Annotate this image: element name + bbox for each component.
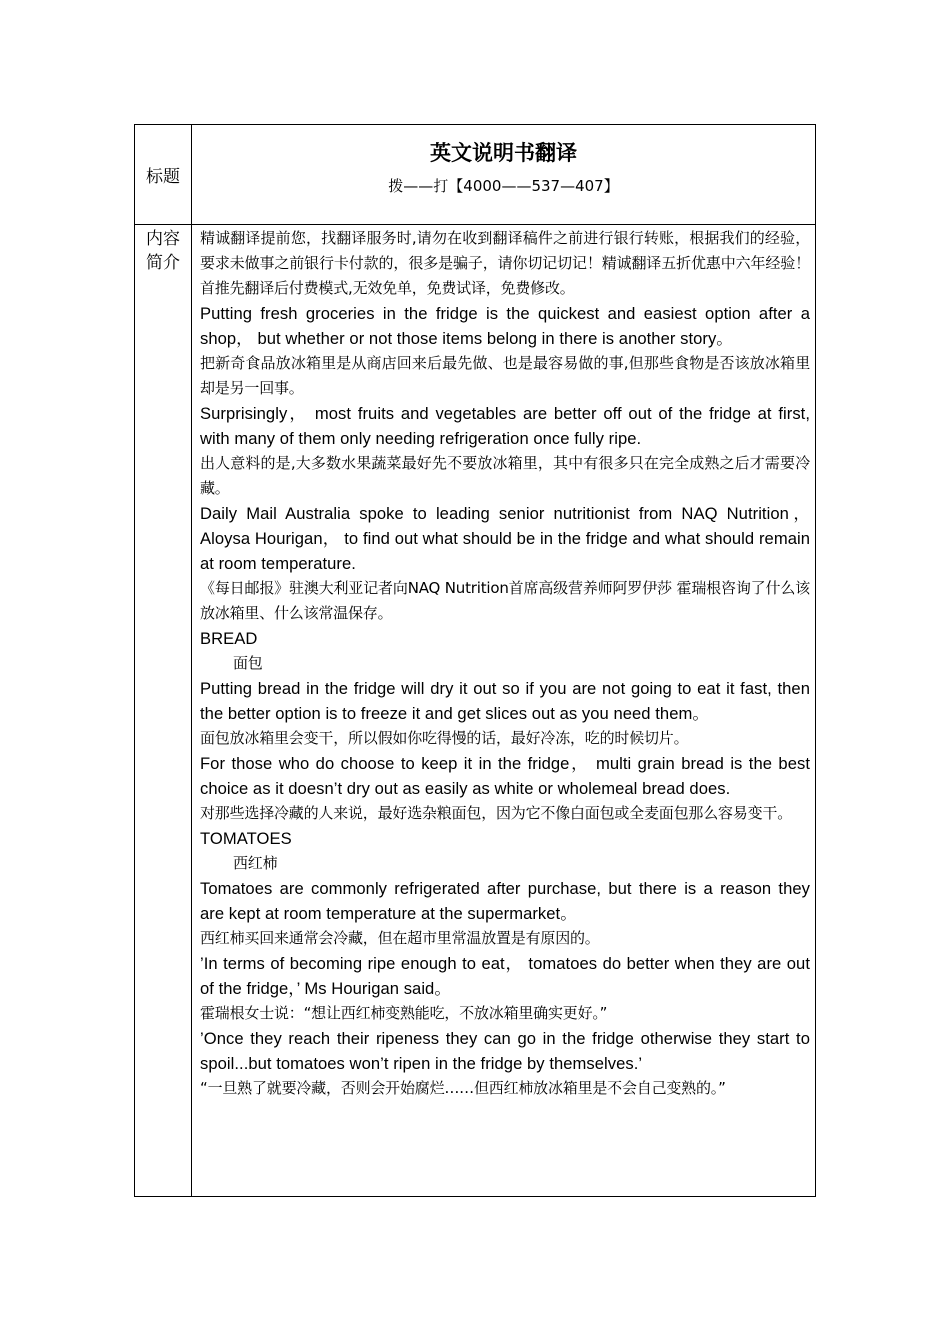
content-paragraph: Daily Mail Australia spoke to leading senior nutritionist from NAQ Nutrition， Aloysa Hourigan， to find out what should be in the fridge and what should remain at room temperature. [200, 504, 810, 573]
content-paragraph: Surprisingly， most fruits and vegetables are better off out of the fridge at first, with many of them only needing refrigeration once fully ripe. [200, 404, 810, 448]
document-table [134, 124, 816, 1197]
content-paragraph: 对那些选择冷藏的人来说，最好选杂粮面包，因为它不像白面包或全麦面包那么容易变干。 [200, 804, 793, 822]
content-paragraph: BREAD [200, 629, 258, 648]
content-paragraph: 把新奇食品放冰箱里是从商店回来后最先做、也是最容易做的事,但那些食物是否该放冰箱里却是另一回事。 [200, 354, 810, 397]
content-paragraph: Putting bread in the fridge will dry it out so if you are not going to eat it fast, then the better option is to freeze it and get slices out as you need them。 [200, 679, 810, 723]
content-paragraph: 西红柿买回来通常会冷藏，但在超市里常温放置是有原因的。 [200, 929, 600, 947]
content-paragraph: 面包放冰箱里会变干，所以假如你吃得慢的话，最好冷冻，吃的时候切片。 [200, 729, 689, 747]
column-divider [191, 125, 192, 1196]
content-paragraph: 《每日邮报》驻澳大利亚记者向NAQ Nutrition首席高级营养师阿罗伊莎 霍瑞根咨询了什么该放冰箱里、什么该常温保存。 [200, 579, 810, 622]
content-label [135, 225, 191, 275]
document-subtitle: 拨——打【4000——537—407】 [388, 177, 619, 195]
content-paragraph: 霍瑞根女士说：“想让西红柿变熟能吃，不放冰箱里确实更好。” [200, 1004, 608, 1022]
content-paragraph: 精诚翻译提前您，找翻译服务时,请勿在收到翻译稿件之前进行银行转账，根据我们的经验，要求未做事之前银行卡付款的，很多是骗子，请你切记切记！精诚翻译五折优惠中六年经验！首推先翻译后付费模式,无效免单，免费试译，免费修改。 [200, 229, 810, 297]
content-paragraph: ’In terms of becoming ripe enough to eat， tomatoes do better when they are out of the fridge，’ Ms Hourigan said。 [200, 954, 810, 998]
content-paragraph: For those who do choose to keep it in the fridge， multi grain bread is the best choice as it doesn’t dry out as easily as white or wholemeal bread does. [200, 754, 810, 798]
content-paragraph: “一旦熟了就要冷藏，否则会开始腐烂……但西红柿放冰箱里是不会自己变熟的。” [200, 1079, 726, 1097]
content-label-line2: 简介 [146, 253, 180, 273]
content-paragraph: Tomatoes are commonly refrigerated after purchase, but there is a reason they are kept at room temperature at the supermarket。 [200, 879, 810, 923]
content-paragraph: TOMATOES [200, 829, 292, 848]
content-paragraph: 西红柿 [233, 854, 278, 872]
document-title: 英文说明书翻译 [430, 141, 577, 165]
content-body [200, 226, 810, 1196]
row-divider [135, 224, 815, 225]
content-paragraph: Putting fresh groceries in the fridge is the quickest and easiest option after a shop， but whether or not those items belong in there is another story。 [200, 304, 810, 348]
content-paragraph: ’Once they reach their ripeness they can go in the fridge otherwise they start to spoil...but tomatoes won’t ripen in the fridge by themselves.’ [200, 1029, 810, 1073]
content-paragraph: 面包 [233, 654, 263, 672]
content-paragraph: 出人意料的是,大多数水果蔬菜最好先不要放冰箱里，其中有很多只在完全成熟之后才需要冷藏。 [200, 454, 810, 497]
title-cell [192, 125, 815, 224]
content-label-line1: 内容 [146, 229, 180, 249]
title-label: 标题 [146, 167, 180, 187]
